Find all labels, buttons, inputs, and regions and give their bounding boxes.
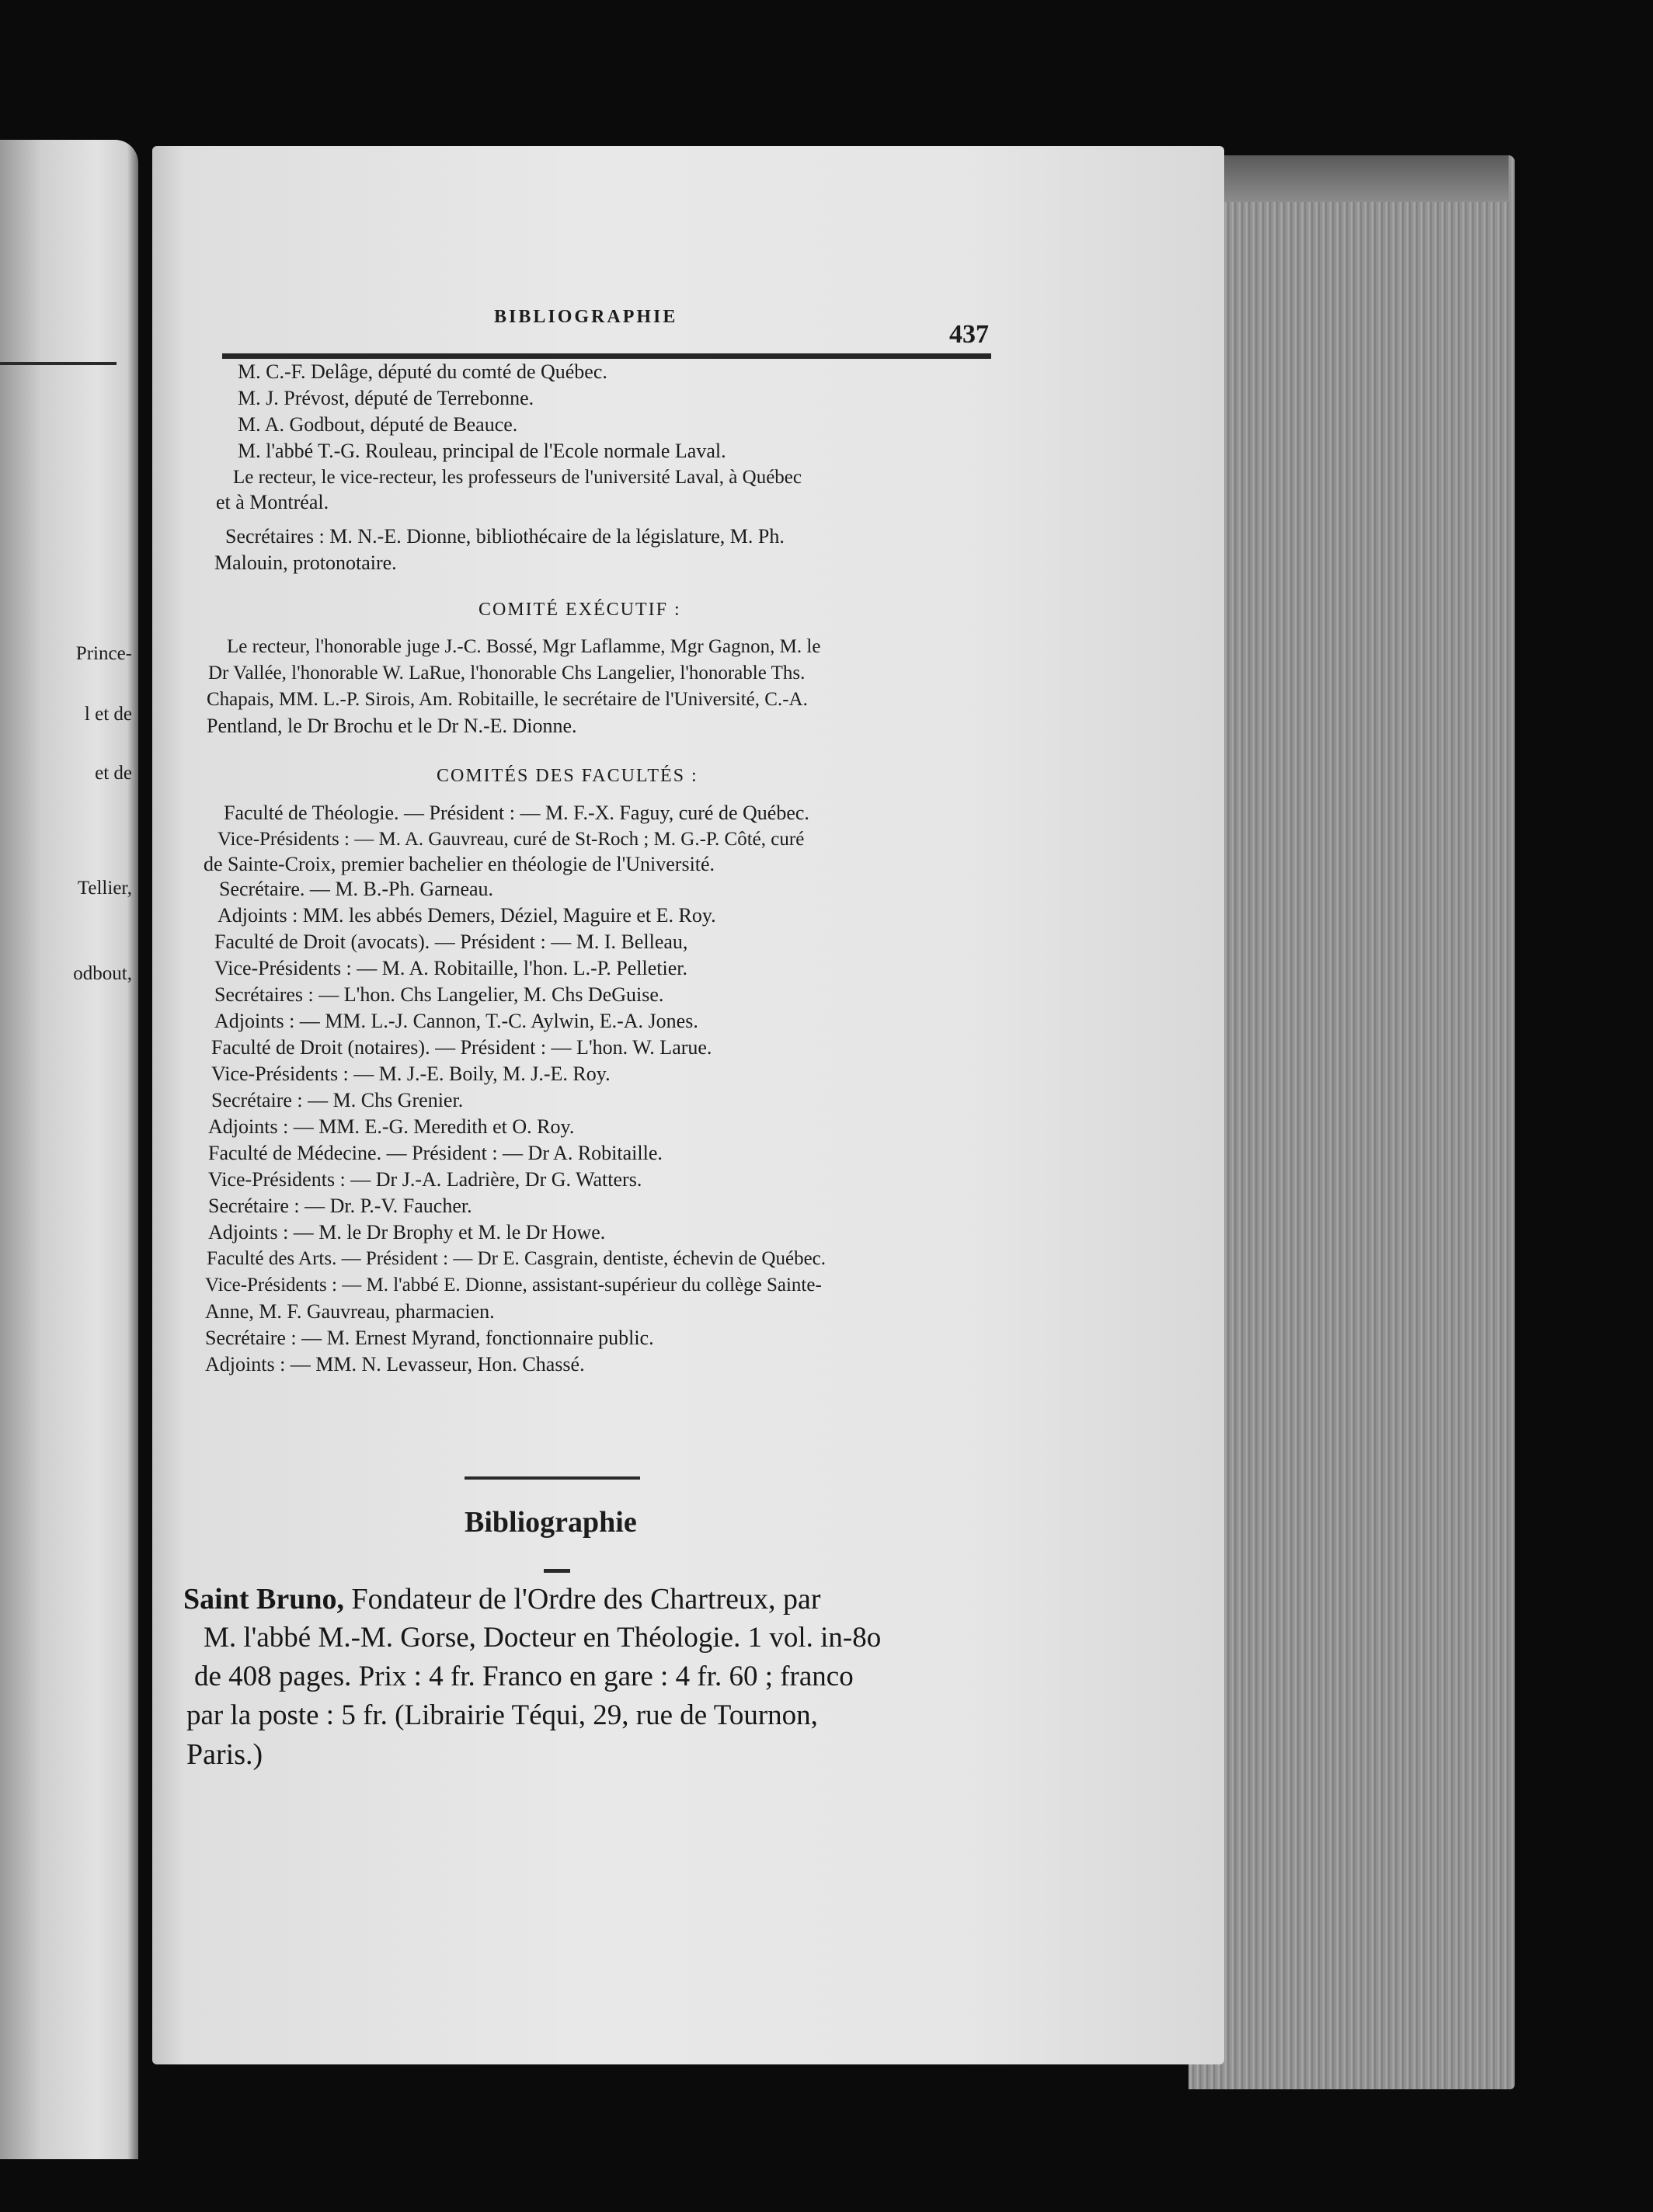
- bibliography-entry-line: M. l'abbé M.-M. Gorse, Docteur en Théologie. 1 vol. in-8o: [204, 1622, 882, 1654]
- body-line: Secrétaire. — M. B.-Ph. Garneau.: [219, 878, 494, 900]
- body-line: Vice-Présidents : — M. J.-E. Boily, M. J.-E. Roy.: [211, 1063, 611, 1085]
- book-fore-edge-top: [1190, 155, 1509, 202]
- body-line: M. l'abbé T.-G. Rouleau, principal de l'Ecole normale Laval.: [238, 440, 726, 462]
- body-line: Anne, M. F. Gauvreau, pharmacien.: [205, 1300, 495, 1323]
- body-line: Le recteur, l'honorable juge J.-C. Bossé, Mgr Laflamme, Mgr Gagnon, M. le: [227, 636, 821, 657]
- bibliography-entry-line: Paris.): [186, 1738, 263, 1771]
- previous-page-fragment: et de: [95, 763, 132, 784]
- body-line: Adjoints : — MM. N. Levasseur, Hon. Chassé.: [205, 1353, 585, 1376]
- previous-page: [0, 140, 138, 2159]
- body-line: Le recteur, le vice-recteur, les professeurs de l'université Laval, à Québec: [233, 467, 802, 488]
- body-line: de Sainte-Croix, premier bachelier en théologie de l'Université.: [204, 853, 715, 875]
- body-line: Vice-Présidents : — M. A. Gauvreau, curé de St-Roch ; M. G.-P. Côté, curé: [218, 829, 805, 850]
- previous-page-fragment: odbout,: [73, 963, 132, 984]
- section-heading: COMITÉ EXÉCUTIF :: [478, 600, 681, 620]
- body-line: Faculté de Droit (avocats). — Président : — M. I. Belleau,: [214, 930, 688, 953]
- body-line: Chapais, MM. L.-P. Sirois, Am. Robitaille, le secrétaire de l'Université, C.-A.: [207, 689, 808, 710]
- body-line: Pentland, le Dr Brochu et le Dr N.-E. Dionne.: [207, 715, 577, 737]
- previous-page-fragment: l et de: [84, 704, 132, 725]
- body-line: Faculté des Arts. — Président : — Dr E. Casgrain, dentiste, échevin de Québec.: [207, 1248, 826, 1269]
- body-line: Secrétaire : — Dr. P.-V. Faucher.: [208, 1195, 472, 1217]
- page-number: 437: [949, 320, 989, 349]
- title-dash: [544, 1569, 570, 1573]
- body-line: Faculté de Médecine. — Président : — Dr A. Robitaille.: [208, 1142, 663, 1164]
- entry-title: Saint Bruno,: [183, 1583, 344, 1616]
- bibliography-entry-line: [183, 1584, 821, 1614]
- body-line: Vice-Présidents : — M. l'abbé E. Dionne, assistant-supérieur du collège Sainte-: [205, 1275, 822, 1296]
- previous-page-rule: [0, 362, 117, 365]
- body-line: Dr Vallée, l'honorable W. LaRue, l'honorable Chs Langelier, l'honorable Ths.: [208, 663, 806, 683]
- body-line: Secrétaire : — M. Ernest Myrand, fonctionnaire public.: [205, 1327, 654, 1349]
- body-line: Secrétaires : — L'hon. Chs Langelier, M. Chs DeGuise.: [214, 983, 664, 1006]
- section-heading: COMITÉS DES FACULTÉS :: [437, 766, 698, 786]
- body-line: M. C.-F. Delâge, député du comté de Québec.: [238, 360, 607, 383]
- body-line: et à Montréal.: [216, 491, 329, 513]
- previous-page-fragment: Tellier,: [77, 878, 132, 899]
- section-separator: [465, 1476, 640, 1480]
- body-line: Malouin, protonotaire.: [214, 551, 397, 574]
- entry-text: Fondateur de l'Ordre des Chartreux, par: [343, 1583, 821, 1616]
- previous-page-fragment: Prince-: [75, 643, 132, 664]
- body-line: Adjoints : MM. les abbés Demers, Déziel, Maguire et E. Roy.: [218, 904, 716, 927]
- body-line: M. J. Prévost, député de Terrebonne.: [238, 387, 534, 409]
- body-line: Adjoints : — M. le Dr Brophy et M. le Dr Howe.: [208, 1221, 606, 1243]
- section-title: Bibliographie: [465, 1506, 637, 1539]
- header-rule: [222, 353, 991, 359]
- body-line: Secrétaire : — M. Chs Grenier.: [211, 1089, 464, 1111]
- running-head: BIBLIOGRAPHIE: [494, 307, 678, 327]
- body-line: Vice-Présidents : — M. A. Robitaille, l'hon. L.-P. Pelletier.: [214, 957, 688, 979]
- body-line: Faculté de Théologie. — Président : — M. F.-X. Faguy, curé de Québec.: [224, 802, 809, 824]
- body-line: Adjoints : — MM. E.-G. Meredith et O. Roy.: [208, 1115, 575, 1138]
- bibliography-entry-line: par la poste : 5 fr. (Librairie Téqui, 29, rue de Tournon,: [186, 1699, 818, 1731]
- body-line: Adjoints : — MM. L.-J. Cannon, T.-C. Aylwin, E.-A. Jones.: [214, 1010, 698, 1032]
- book-fore-edge: [1188, 155, 1515, 2089]
- body-line: M. A. Godbout, député de Beauce.: [238, 413, 518, 436]
- body-line: Faculté de Droit (notaires). — Président : — L'hon. W. Larue.: [211, 1036, 712, 1059]
- body-line: Secrétaires : M. N.-E. Dionne, bibliothécaire de la législature, M. Ph.: [225, 525, 785, 548]
- body-line: Vice-Présidents : — Dr J.-A. Ladrière, Dr G. Watters.: [208, 1168, 642, 1191]
- bibliography-entry-line: de 408 pages. Prix : 4 fr. Franco en gare : 4 fr. 60 ; franco: [194, 1661, 854, 1692]
